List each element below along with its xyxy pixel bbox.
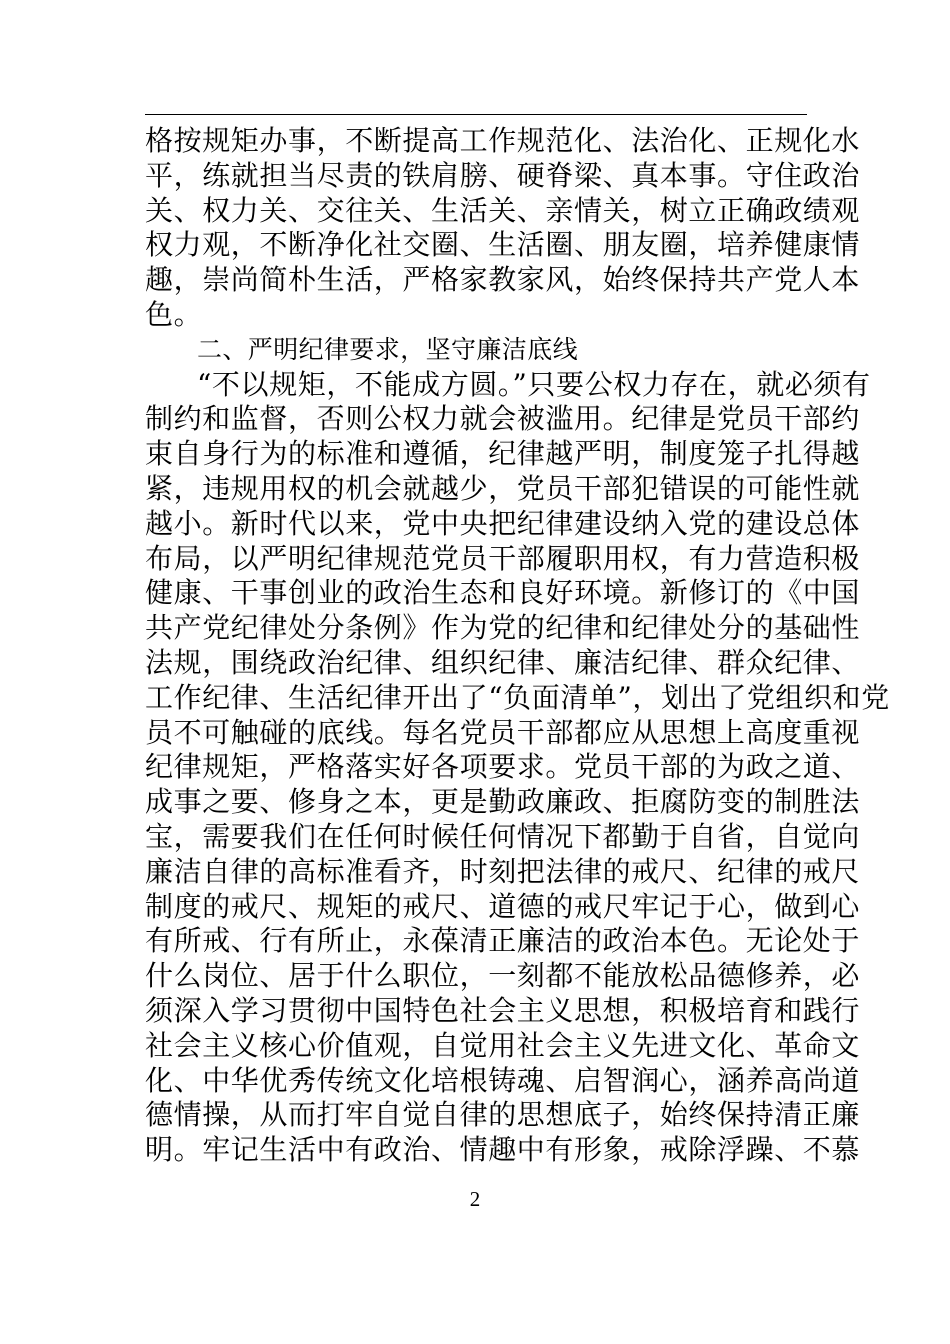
text-line: 格按规矩办事，不断提高工作规范化、法治化、正规化水 xyxy=(145,124,861,157)
document-body xyxy=(145,124,890,1168)
text-line: 员不可触碰的底线。每名党员干部都应从思想上高度重视 xyxy=(145,715,861,749)
text-line: 平，练就担当尽责的铁肩膀、硬脊梁、真本事。守住政治 xyxy=(145,158,861,192)
paragraph-1 xyxy=(145,124,861,333)
text-line: 共产党纪律处分条例》作为党的纪律和纪律处分的基础性 xyxy=(145,611,861,645)
text-line: 健康、干事创业的政治生态和良好环境。新修订的《中国 xyxy=(145,576,861,610)
text-line: 宝，需要我们在任何时候任何情况下都勤于自省，自觉向 xyxy=(145,819,861,853)
text-line: 紧，违规用权的机会就越少，党员干部犯错误的可能性就 xyxy=(145,471,861,505)
text-line: 色。 xyxy=(145,297,203,331)
text-line: 纪律规矩，严格落实好各项要求。党员干部的为政之道、 xyxy=(145,750,861,784)
text-line: 德情操，从而打牢自觉自律的思想底子，始终保持清正廉 xyxy=(145,1098,861,1132)
text-line: 社会主义核心价值观，自觉用社会主义先进文化、革命文 xyxy=(145,1028,861,1062)
text-line: 束自身行为的标准和遵循，纪律越严明，制度笼子扎得越 xyxy=(145,437,861,471)
text-line: 越小。新时代以来，党中央把纪律建设纳入党的建设总体 xyxy=(145,506,861,540)
text-line: 有所戒、行有所止，永葆清正廉洁的政治本色。无论处于 xyxy=(145,924,861,958)
text-line: 关、权力关、交往关、生活关、亲情关，树立正确政绩观 xyxy=(145,193,861,227)
text-line: 制度的戒尺、规矩的戒尺、道德的戒尺牢记于心，做到心 xyxy=(145,889,861,923)
text-line: 布局，以严明纪律规范党员干部履职用权，有力营造积极 xyxy=(145,541,861,575)
text-line: 明。牢记生活中有政治、情趣中有形象，戒除浮躁、不慕 xyxy=(145,1133,861,1167)
text-line: 成事之要、修身之本，更是勤政廉政、拒腐防变的制胜法 xyxy=(145,785,861,819)
text-line: 化、中华优秀传统文化培根铸魂、启智润心，涵养高尚道 xyxy=(145,1063,861,1097)
text-line: 廉洁自律的高标准看齐，时刻把法律的戒尺、纪律的戒尺 xyxy=(145,854,861,888)
header-rule xyxy=(145,114,807,115)
text-line: 趣，崇尚简朴生活，严格家教家风，始终保持共产党人本 xyxy=(145,263,861,297)
text-line: 法规，围绕政治纪律、组织纪律、廉洁纪律、群众纪律、 xyxy=(145,645,861,679)
text-line: 制约和监督，否则公权力就会被滥用。纪律是党员干部约 xyxy=(145,402,861,436)
text-line: 须深入学习贯彻中国特色社会主义思想，积极培育和践行 xyxy=(145,993,861,1027)
text-line: 权力观，不断净化社交圈、生活圈、朋友圈，培养健康情 xyxy=(145,228,861,262)
paragraph-2 xyxy=(145,367,890,1168)
page-number: 2 xyxy=(469,1187,481,1211)
text-line: “不以规矩，不能成方圆。”只要公权力存在，就必须有 xyxy=(197,367,871,401)
section-heading: 二、严明纪律要求，坚守廉洁底线 xyxy=(197,334,579,364)
text-line: 工作纪律、生活纪律开出了“负面清单”，划出了党组织和党 xyxy=(145,680,890,714)
text-line: 什么岗位、居于什么职位，一刻都不能放松品德修养，必 xyxy=(145,959,861,993)
